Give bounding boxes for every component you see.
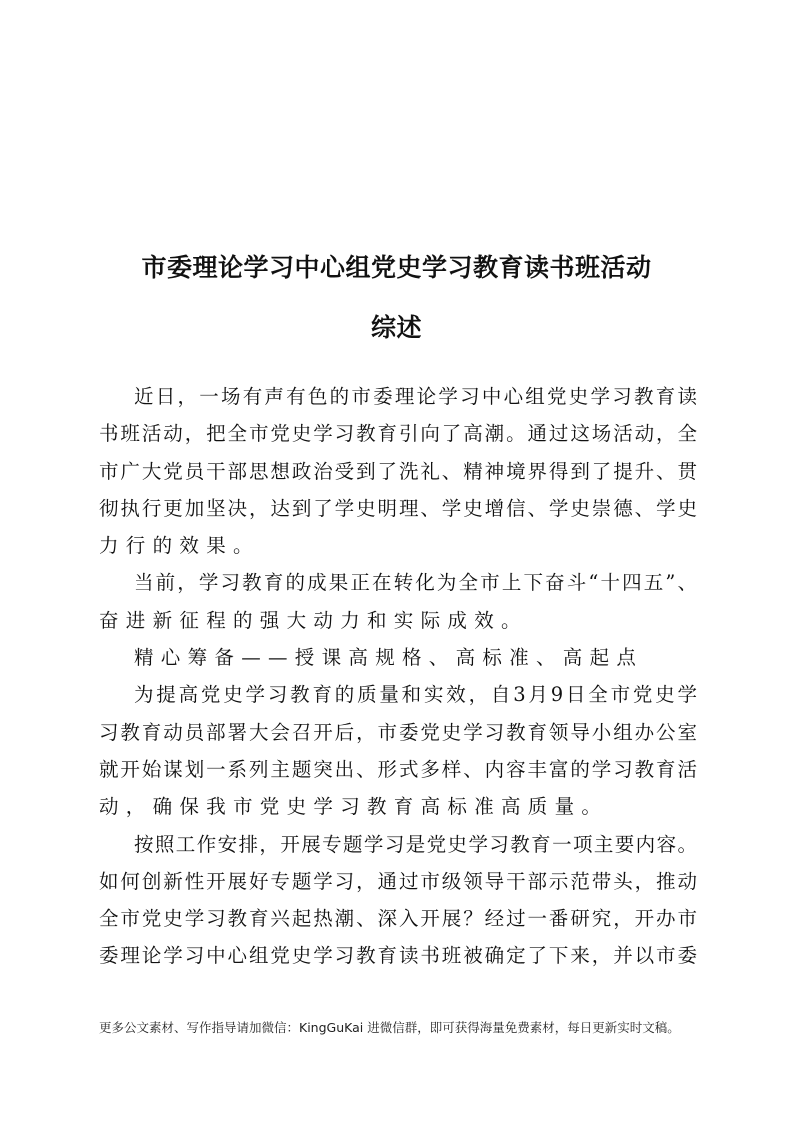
text-line: 如何创新性开展好专题学习，通过市级领导干部示范带头，推动 (99, 869, 697, 893)
document-title: 市委理论学习中心组党史学习教育读书班活动 (141, 253, 652, 282)
text-line: 近日，一场有声有色的市委理论学习中心组党史学习教育读 (134, 385, 697, 408)
text-line: 力行的效果。 (99, 534, 260, 558)
text-line: 市广大党员干部思想政治受到了洗礼、精神境界得到了提升、贯 (99, 459, 697, 483)
text-line: 全市党史学习教育兴起热潮、深入开展？经过一番研究，开办市 (99, 907, 697, 931)
footer-note: 更多公文素材、写作指导请加微信：KingGuKai 进微信群，即可获得海量免费素材，每日更新实时文稿。 (99, 1020, 680, 1035)
text-line: 精心筹备——授课高规格、高标准、高起点 (134, 646, 644, 670)
text-line: 奋进新征程的强大动力和实际成效。 (99, 608, 528, 632)
text-line: 当前，学习教育的成果正在转化为全市上下奋斗“十四五”、 (134, 571, 697, 595)
document-body (99, 378, 697, 975)
text-line: 为提高党史学习教育的质量和实效，自3月9日全市党史学 (134, 683, 697, 707)
text-line: 习教育动员部署大会召开后，市委党史学习教育领导小组办公室 (99, 720, 697, 744)
text-line: 动，确保我市党史学习教育高标准高质量。 (99, 795, 609, 819)
document-title-continued: 综述 (370, 313, 422, 342)
text-line: 按照工作安排，开展专题学习是党史学习教育一项主要内容。 (134, 832, 697, 856)
text-line: 委理论学习中心组党史学习教育读书班被确定了下来，并以市委 (99, 944, 697, 968)
text-line: 书班活动，把全市党史学习教育引向了高潮。通过这场活动，全 (99, 422, 697, 446)
text-line: 就开始谋划一系列主题突出、形式多样、内容丰富的学习教育活 (99, 757, 697, 781)
text-line: 彻执行更加坚决，达到了学史明理、学史增信、学史崇德、学史 (99, 496, 697, 520)
